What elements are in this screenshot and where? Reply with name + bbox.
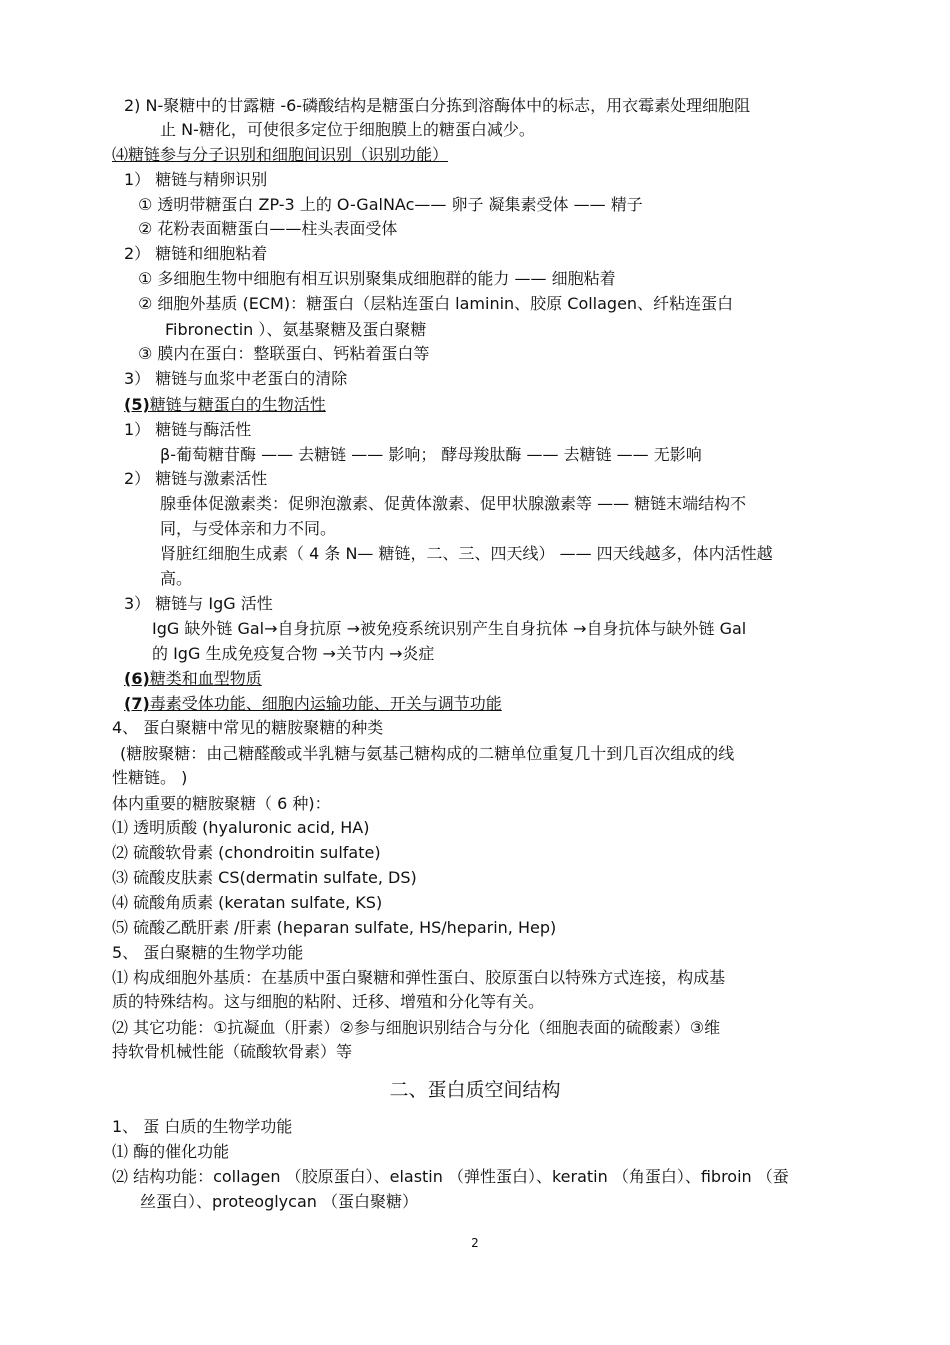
text-line: 1） 糖链与精卵识别	[124, 170, 268, 189]
text-line: β-葡萄糖苷酶 —— 去糖链 —— 影响； 酵母羧肽酶 —— 去糖链 —— 无影响	[160, 445, 702, 464]
page-number: 2	[471, 1236, 479, 1250]
subsection-heading-4: ⑷糖链参与分子识别和细胞间识别（识别功能）	[112, 145, 449, 164]
text-line: ⑴ 透明质酸 (hyaluronic acid, HA)	[112, 818, 370, 837]
subsection-heading-6	[124, 667, 268, 691]
subsection-title: 糖类和血型物质	[149, 669, 262, 688]
text-line: ② 花粉表面糖蛋白——柱头表面受体	[138, 219, 398, 238]
subsection-title: 毒素受体功能、细胞内运输功能、开关与调节功能	[149, 694, 502, 713]
subsection-number: (6)	[124, 669, 150, 688]
text-line: 2） 糖链与激素活性	[124, 469, 268, 488]
text-line: 5、 蛋白聚糖的生物学功能	[112, 943, 304, 962]
text-line: 腺垂体促激素类：促卵泡激素、促黄体激素、促甲状腺激素等 —— 糖链末端结构不	[160, 494, 747, 513]
text-line: 2） 糖链和细胞粘着	[124, 244, 268, 263]
text-line: ⑷ 硫酸角质素 (keratan sulfate, KS)	[112, 893, 383, 912]
text-line: 持软骨机械性能（硫酸软骨素）等	[112, 1042, 353, 1061]
text-line: ⑶ 硫酸皮肤素 CS(dermatin sulfate, DS)	[112, 868, 417, 887]
subsection-title: 糖链与糖蛋白的生物活性	[149, 395, 326, 414]
text-line: 1、 蛋 白质的生物学功能	[112, 1117, 293, 1136]
text-line: ⑵ 其它功能：①抗凝血（肝素）②参与细胞识别结合与分化（细胞表面的硫酸素）③维	[112, 1018, 721, 1037]
text-line: ⑸ 硫酸乙酰肝素 /肝素 (heparan sulfate, HS/heparin, Hep)	[112, 918, 557, 937]
text-line: 的 IgG 生成免疫复合物 →关节内 →炎症	[152, 644, 435, 663]
text-line: 3） 糖链与血浆中老蛋白的清除	[124, 369, 348, 388]
text-line: ⑵ 硫酸软骨素 (chondroitin sulfate)	[112, 843, 381, 862]
text-line: 质的特殊结构。这与细胞的粘附、迁移、增殖和分化等有关。	[112, 992, 545, 1011]
text-line: 1） 糖链与酶活性	[124, 420, 252, 439]
text-line: IgG 缺外链 Gal→自身抗原 →被免疫系统识别产生自身抗体 →自身抗体与缺外链 Gal	[152, 619, 747, 638]
text-line: 2) N-聚糖中的甘露糖 -6-磷酸结构是糖蛋白分拣到溶酶体中的标志，用衣霉素处理细胞阻	[124, 96, 751, 115]
text-line: 性糖链。 )	[112, 768, 188, 787]
text-line: 体内重要的糖胺聚糖（ 6 种)：	[112, 794, 331, 813]
text-line: ③ 膜内在蛋白：整联蛋白、钙粘着蛋白等	[138, 344, 430, 363]
section-heading: 二、蛋白质空间结构	[389, 1079, 561, 1101]
text-line: 同，与受体亲和力不同。	[160, 519, 337, 538]
text-line: 肾脏红细胞生成素（ 4 条 N— 糖链，二、三、四天线） —— 四天线越多，体内活性越	[160, 544, 773, 563]
text-line: 丝蛋白）、proteoglycan （蛋白聚糖）	[140, 1192, 418, 1211]
text-line: ⑵ 结构功能：collagen （胶原蛋白）、elastin （弹性蛋白）、keratin （角蛋白）、fibroin （蚕	[112, 1167, 789, 1186]
text-line: 高。	[160, 569, 193, 588]
text-line: (糖胺聚糖：由己糖醛酸或半乳糖与氨基己糖构成的二糖单位重复几十到几百次组成的线	[120, 744, 735, 763]
text-line: 4、 蛋白聚糖中常见的糖胺聚糖的种类	[112, 718, 384, 737]
text-line: 止 N-糖化，可使很多定位于细胞膜上的糖蛋白减少。	[160, 120, 535, 139]
subsection-heading-5	[124, 393, 340, 417]
text-line: ⑴ 酶的催化功能	[112, 1142, 230, 1161]
text-line: ⑴ 构成细胞外基质：在基质中蛋白聚糖和弹性蛋白、胶原蛋白以特殊方式连接，构成基	[112, 968, 726, 987]
text-line: ② 细胞外基质 (ECM)：糖蛋白（层粘连蛋白 laminin、胶原 Collagen、纤粘连蛋白	[138, 294, 734, 313]
subsection-number: (7)	[124, 694, 150, 713]
subsection-heading-7	[124, 692, 532, 716]
text-line: ① 多细胞生物中细胞有相互识别聚集成细胞群的能力 —— 细胞粘着	[138, 269, 616, 288]
subsection-number: (5)	[124, 395, 150, 414]
text-line: Fibronectin ）、氨基聚糖及蛋白聚糖	[165, 320, 427, 339]
text-line: 3） 糖链与 IgG 活性	[124, 594, 273, 613]
text-line: ① 透明带糖蛋白 ZP-3 上的 O-GalNAc—— 卵子 凝集素受体 —— 精子	[138, 195, 643, 214]
